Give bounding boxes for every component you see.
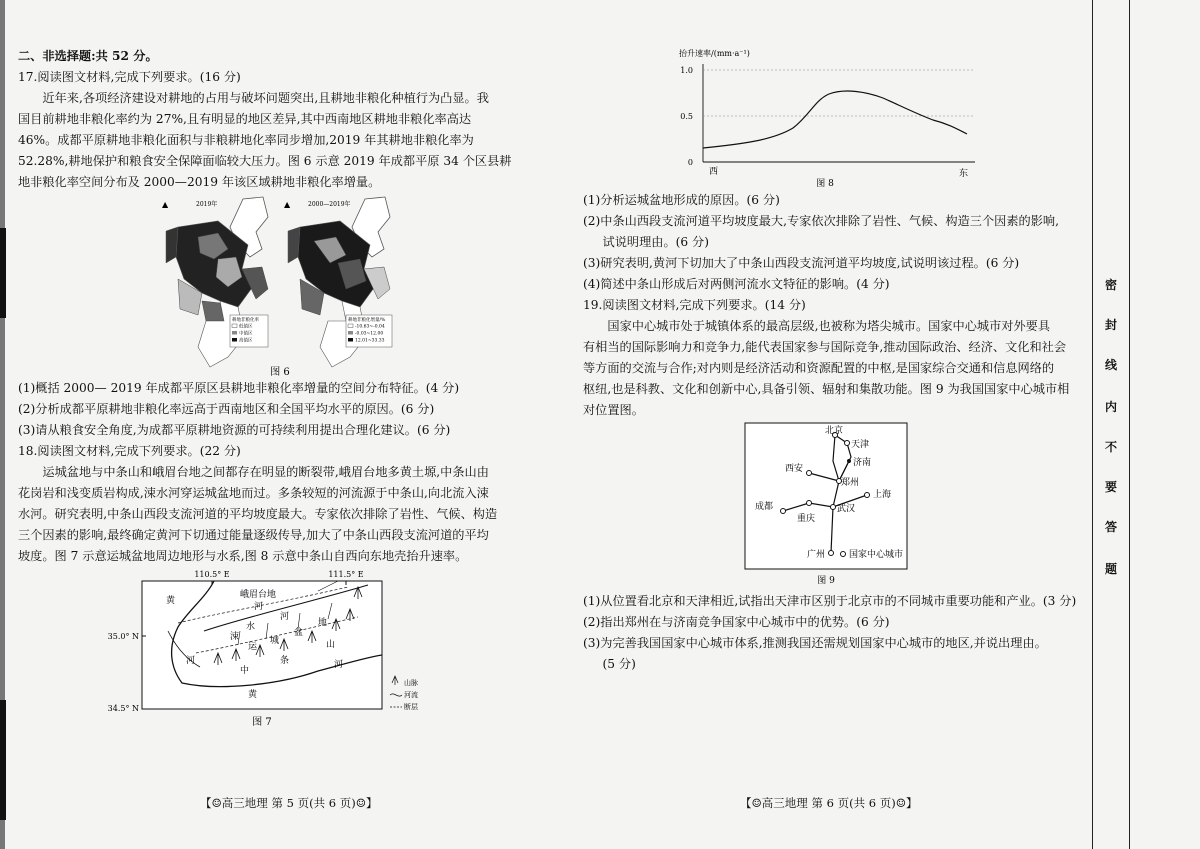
q19-title: 19.阅读图文材料,完成下列要求。(14 分) <box>583 298 806 312</box>
q19-line: 枢纽,也是科教、文化和创新中心,具备引领、辐射和集散功能。图 9 为我国国家中心城市相 <box>583 382 1070 396</box>
figure-6-caption: 图 6 <box>270 367 290 378</box>
y-axis-label: 抬升速率/(mm·a⁻¹) <box>679 49 750 58</box>
map1-legend-item: 中值区 <box>239 331 253 337</box>
q17-line: 52.28%,耕地保护和粮食安全保障面临较大压力。图 6 示意 2019 年成都平原 34 个区县耕 <box>18 154 512 168</box>
legend-label: 国家中心城市 <box>849 550 904 560</box>
binding-strip <box>1092 0 1130 849</box>
legend-item: 河流 <box>404 691 418 699</box>
city-label: 济南 <box>853 458 872 468</box>
map2-legend-title: 耕地非粮化增量/% <box>348 318 386 323</box>
x-label-east: 东 <box>959 169 969 179</box>
q18-item-2: (2)中条山西段支流河道平均坡度最大,专家依次排除了岩性、气候、构造三个因素的影响, <box>583 214 1059 228</box>
q17-line: 近年来,各项经济建设对耕地的占用与破坏问题突出,且耕地非粮化种植行为凸显。我 <box>42 91 489 105</box>
q18-line: 花岗岩和浅变质岩构成,涑水河穿运城盆地而过。多条较短的河流源于中条山,向北流入涑 <box>18 486 489 500</box>
figure-9-map <box>583 421 1093 591</box>
figure-9 <box>583 421 1093 591</box>
map2-legend-item: -10.63~-0.04 <box>355 324 385 330</box>
q19-line: 等方面的交流与合作;对内则是经济活动和资源配置的中枢,是国家综合交通和信息网络的 <box>583 361 1055 375</box>
map-char: 黄 <box>166 596 176 606</box>
city-label: 武汉 <box>837 504 856 514</box>
q19-line: 国家中心城市处于城镇体系的最高层级,也被称为塔尖城市。国家中心城市对外要具 <box>607 319 1051 333</box>
figure-6-maps <box>18 193 542 378</box>
legend-city-icon <box>841 552 846 557</box>
q18-item-4: (4)简述中条山形成后对两侧河流水文特征的影响。(4 分) <box>583 277 890 291</box>
city-dot-chongqing <box>807 501 812 506</box>
q18-line: 水河。研究表明,中条山西段支流河道的平均坡度最大。专家依次排除了岩性、气候、构造 <box>18 507 498 521</box>
city-label: 北京 <box>825 426 844 436</box>
map-char: 河 <box>186 656 196 666</box>
q19-item-1: (1)从位置看北京和天津相近,试指出天津市区别于北京市的不同城市重要功能和产业。(3 分) <box>583 594 1077 608</box>
map-char: 河 <box>280 612 290 622</box>
city-dot-shanghai <box>865 493 870 498</box>
q19-item-3-cont: (5 分) <box>602 657 636 671</box>
map-char: 地 <box>318 618 328 628</box>
legend-item: 断层 <box>404 703 418 711</box>
binding-char: 不 <box>1104 440 1117 454</box>
binding-char: 封 <box>1104 318 1117 332</box>
figure-7-legend <box>390 676 418 711</box>
map-char: 涑 <box>230 632 240 642</box>
city-label: 郑州 <box>841 478 860 488</box>
map-char: 运 <box>248 642 258 652</box>
figure-8 <box>583 44 1093 190</box>
city-dot-chengdu <box>781 509 786 514</box>
uplift-curve <box>703 91 967 148</box>
city-label: 成都 <box>755 502 774 512</box>
city-dot-tianjin <box>845 441 850 446</box>
y-tick: 0 <box>687 158 693 167</box>
binding-char: 要 <box>1104 480 1117 494</box>
map2-legend-item: 12.01~33.33 <box>355 338 385 344</box>
q18-item-3: (3)研究表明,黄河下切加大了中条山西段支流河道平均坡度,试说明该过程。(6 分) <box>583 256 1020 270</box>
q17-item-1: (1)概括 2000— 2019 年成都平原区县耕地非粮化率增量的空间分布特征。(4 分) <box>18 381 460 395</box>
q19-paragraph <box>583 316 1093 421</box>
binding-char: 答 <box>1104 520 1117 534</box>
binding-char: 内 <box>1104 400 1117 414</box>
y-tick: 0.5 <box>680 112 693 121</box>
map1-legend-title: 耕地非粮化率 <box>232 318 259 323</box>
map-char: 条 <box>280 656 290 666</box>
q18-line: 坡度。图 7 示意运城盆地周边地形与水系,图 8 示意中条山自西向东地壳抬升速率。 <box>18 549 468 563</box>
q17-line: 地非粮化率空间分布及 2000—2019 年该区域耕地非粮化率增量。 <box>18 175 381 189</box>
terrace-label: 峨眉台地 <box>240 590 277 600</box>
footer-left: 【☺高三地理 第 5 页(共 6 页)☺】 <box>200 796 378 810</box>
q18-line: 三个因素的影响,最终确定黄河下切通过能量逐级传导,加大了中条山西段支流河道的平均 <box>18 528 489 542</box>
q19-item-2: (2)指出郑州在与济南竞争国家中心城市中的优势。(6 分) <box>583 615 890 629</box>
q17-paragraph <box>18 88 542 193</box>
map-char: 山 <box>326 640 336 650</box>
q18-title: 18.阅读图文材料,完成下列要求。(22 分) <box>18 444 241 458</box>
figure-9-caption: 图 9 <box>817 576 835 586</box>
binding-char: 线 <box>1104 358 1117 372</box>
lat-label: 35.0° N <box>107 632 139 641</box>
map1-legend-item: 低值区 <box>239 324 253 330</box>
q17-item-2: (2)分析成都平原耕地非粮化率远高于西南地区和全国平均水平的原因。(6 分) <box>18 402 435 416</box>
left-column <box>18 46 542 737</box>
map1-year: 2019年 <box>196 201 218 208</box>
city-dot-wuhan <box>831 505 836 510</box>
edge-mark-top <box>0 228 6 318</box>
figure-8-caption: 图 8 <box>816 179 834 189</box>
binding-char: 密 <box>1104 278 1117 292</box>
map-char: 黄 <box>248 690 258 700</box>
legend-item: 山脉 <box>404 679 418 687</box>
figure-7-caption: 图 7 <box>252 717 272 728</box>
footer-right: 【☺高三地理 第 6 页(共 6 页)☺】 <box>740 796 918 810</box>
lon-label: 110.5° E <box>194 570 230 579</box>
city-label: 重庆 <box>797 514 816 524</box>
north-arrow-icon: ▲ <box>284 200 291 209</box>
map1-legend-item: 高值区 <box>239 338 253 344</box>
lon-label: 111.5° E <box>328 570 364 579</box>
edge-mark-bottom <box>0 700 6 820</box>
q18-line: 运城盆地与中条山和峨眉台地之间都存在明显的断裂带,峨眉台地多黄土塬,中条山由 <box>42 465 489 479</box>
figure-6 <box>18 193 542 378</box>
map-char: 盆 <box>294 628 304 638</box>
map-frame <box>142 581 382 709</box>
q17-title: 17.阅读图文材料,完成下列要求。(16 分) <box>18 70 241 84</box>
q19-line: 有相当的国际影响力和竞争力,能代表国家参与国际竞争,推动国际政治、经济、文化和社会 <box>583 340 1067 354</box>
city-label: 天津 <box>851 440 870 450</box>
mountain-icon <box>392 676 398 685</box>
city-label: 上海 <box>873 490 892 500</box>
figure-8-chart <box>583 44 1093 190</box>
map2-legend-item: -0.03~12.00 <box>355 331 384 337</box>
q19-item-3: (3)为完善我国国家中心城市体系,推测我国还需规划国家中心城市的地区,并说出理由。 <box>583 636 1047 650</box>
figure-7-map <box>18 567 542 737</box>
map-char: 河 <box>254 602 264 612</box>
map-char: 城 <box>270 636 280 646</box>
right-column <box>583 44 1093 675</box>
map-char: 中 <box>240 666 250 676</box>
river-icon <box>390 694 402 696</box>
figure-7 <box>18 567 542 737</box>
q17-item-3: (3)请从粮食安全角度,为成都平原耕地资源的可持续利用提出合理化建议。(6 分) <box>18 423 451 437</box>
north-arrow-icon: ▲ <box>162 200 169 209</box>
map-char: 河 <box>334 660 344 670</box>
lat-label: 34.5° N <box>107 704 139 713</box>
city-label: 广州 <box>807 550 826 560</box>
section-title: 二、非选择题:共 52 分。 <box>18 49 158 63</box>
q18-item-2-cont: 试说明理由。(6 分) <box>602 235 709 249</box>
q17-line: 国目前耕地非粮化率约为 27%,且有明显的地区差异,其中西南地区耕地非粮化率高达 <box>18 112 472 126</box>
x-label-west: 西 <box>709 167 719 177</box>
q17-line: 46%。成都平原耕地非粮化面积与非粮耕地化率同步增加,2019 年其耕地非粮化率为 <box>18 133 474 147</box>
map-char: 水 <box>246 622 256 632</box>
q18-paragraph <box>18 462 542 567</box>
city-label: 西安 <box>785 464 804 474</box>
binding-char: 题 <box>1104 562 1117 576</box>
map2-year: 2000—2019年 <box>308 201 351 208</box>
y-tick: 1.0 <box>680 66 693 75</box>
city-dot-guangzhou <box>829 551 834 556</box>
q18-item-1: (1)分析运城盆地形成的原因。(6 分) <box>583 193 780 207</box>
q19-line: 对位置图。 <box>583 403 644 417</box>
city-dot-jinan <box>847 459 851 463</box>
city-dot-xian <box>807 471 812 476</box>
